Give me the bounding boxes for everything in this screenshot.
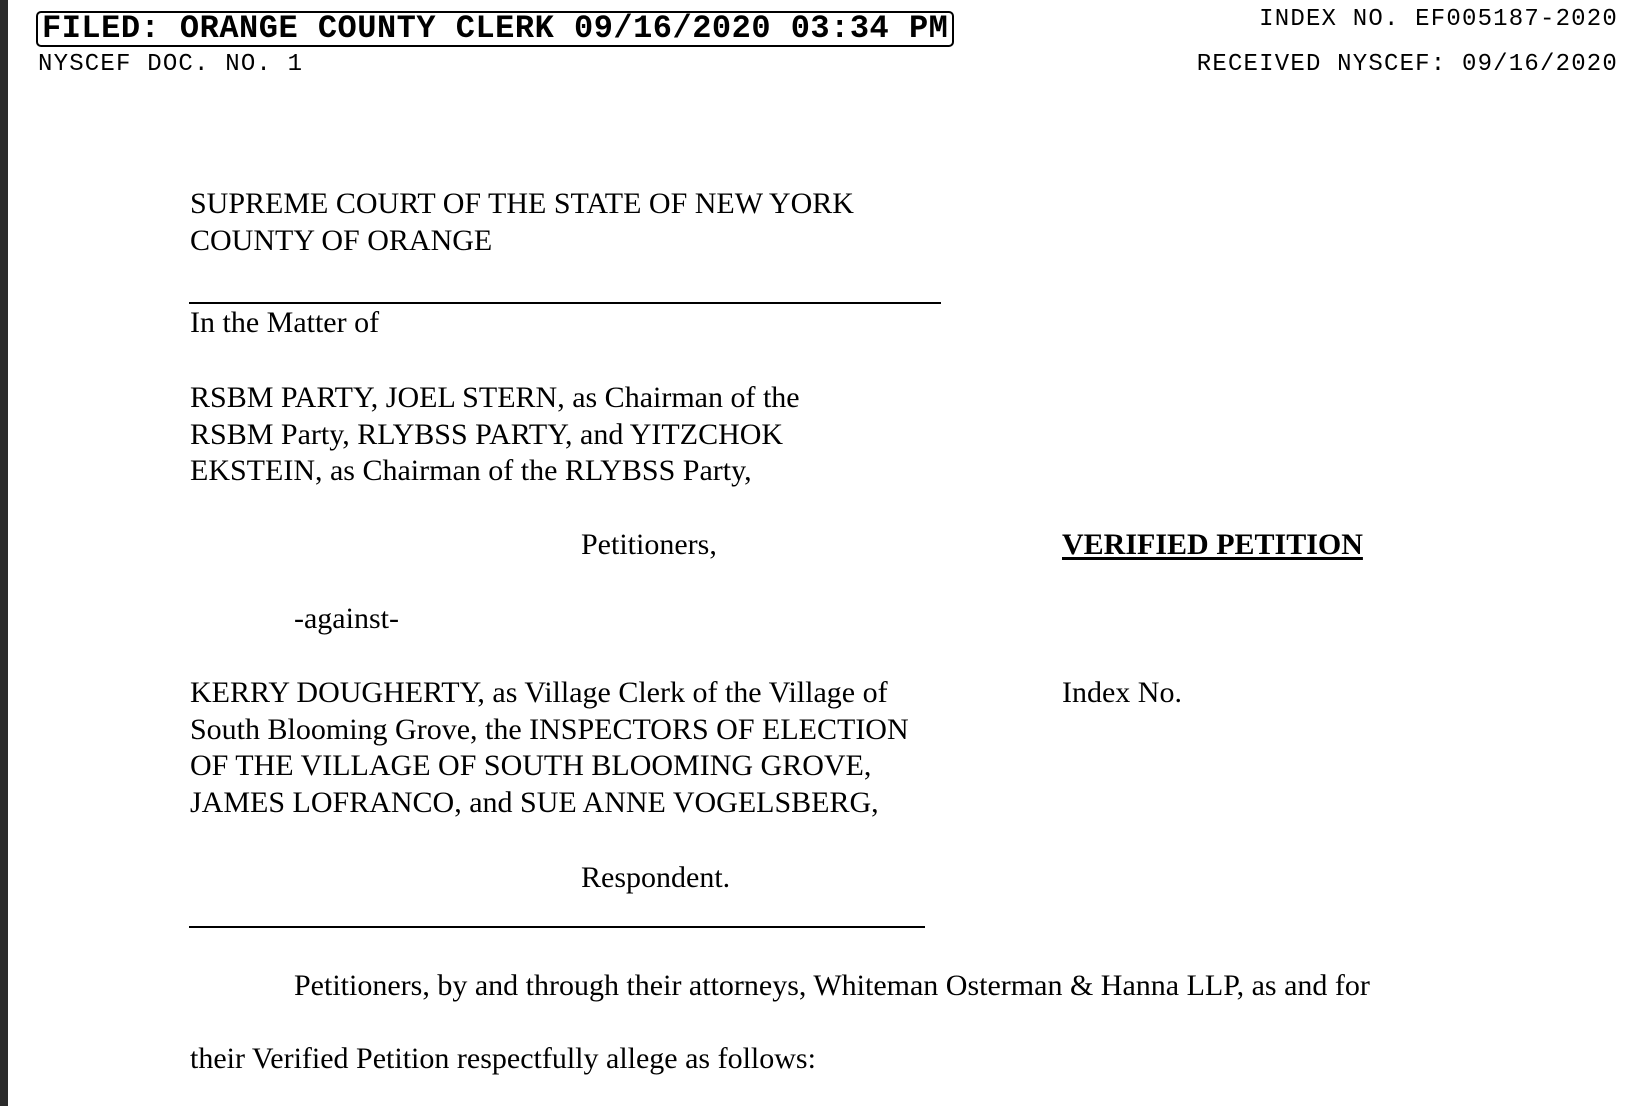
county-line: COUNTY OF ORANGE — [190, 223, 493, 257]
petitioners-line: RSBM Party, RLYBSS PARTY, and YITZCHOK — [190, 417, 784, 451]
body-paragraph-line: their Verified Petition respectfully allege as follows: — [190, 1042, 816, 1075]
respondents-line: KERRY DOUGHERTY, as Village Clerk of the Village of — [190, 676, 888, 709]
respondents-block — [190, 675, 909, 821]
respondents-line: OF THE VILLAGE OF SOUTH BLOOMING GROVE, — [190, 749, 872, 782]
petitioners-label: Petitioners, — [581, 528, 717, 561]
in-the-matter: In the Matter of — [190, 306, 380, 339]
document-page — [8, 0, 1638, 1106]
index-number: INDEX NO. EF005187-2020 — [1259, 6, 1618, 33]
received-date: RECEIVED NYSCEF: 09/16/2020 — [1196, 51, 1618, 78]
court-line: SUPREME COURT OF THE STATE OF NEW YORK — [190, 187, 854, 220]
petitioners-line: EKSTEIN, as Chairman of the RLYBSS Party, — [190, 454, 752, 487]
nyscef-doc-number: NYSCEF DOC. NO. 1 — [38, 51, 304, 78]
respondents-line: JAMES LOFRANCO, and SUE ANNE VOGELSBERG, — [190, 785, 879, 819]
caption-top-rule — [189, 302, 941, 304]
caption-bottom-rule — [189, 926, 925, 928]
petitioners-block — [190, 380, 800, 490]
respondents-line: South Blooming Grove, the INSPECTORS OF ELECTION — [190, 712, 909, 746]
body-paragraph-line: Petitioners, by and through their attorneys, Whiteman Osterman & Hanna LLP, as and for — [294, 969, 1370, 1002]
against-label: -against- — [294, 602, 399, 635]
petitioners-line: RSBM PARTY, JOEL STERN, as Chairman of the — [190, 381, 800, 414]
court-name — [190, 186, 854, 259]
document-title: VERIFIED PETITION — [1062, 528, 1363, 561]
respondent-label: Respondent. — [581, 861, 731, 894]
index-number-label: Index No. — [1062, 676, 1182, 709]
filed-stamp: FILED: ORANGE COUNTY CLERK 09/16/2020 03:34 PM — [36, 11, 954, 47]
